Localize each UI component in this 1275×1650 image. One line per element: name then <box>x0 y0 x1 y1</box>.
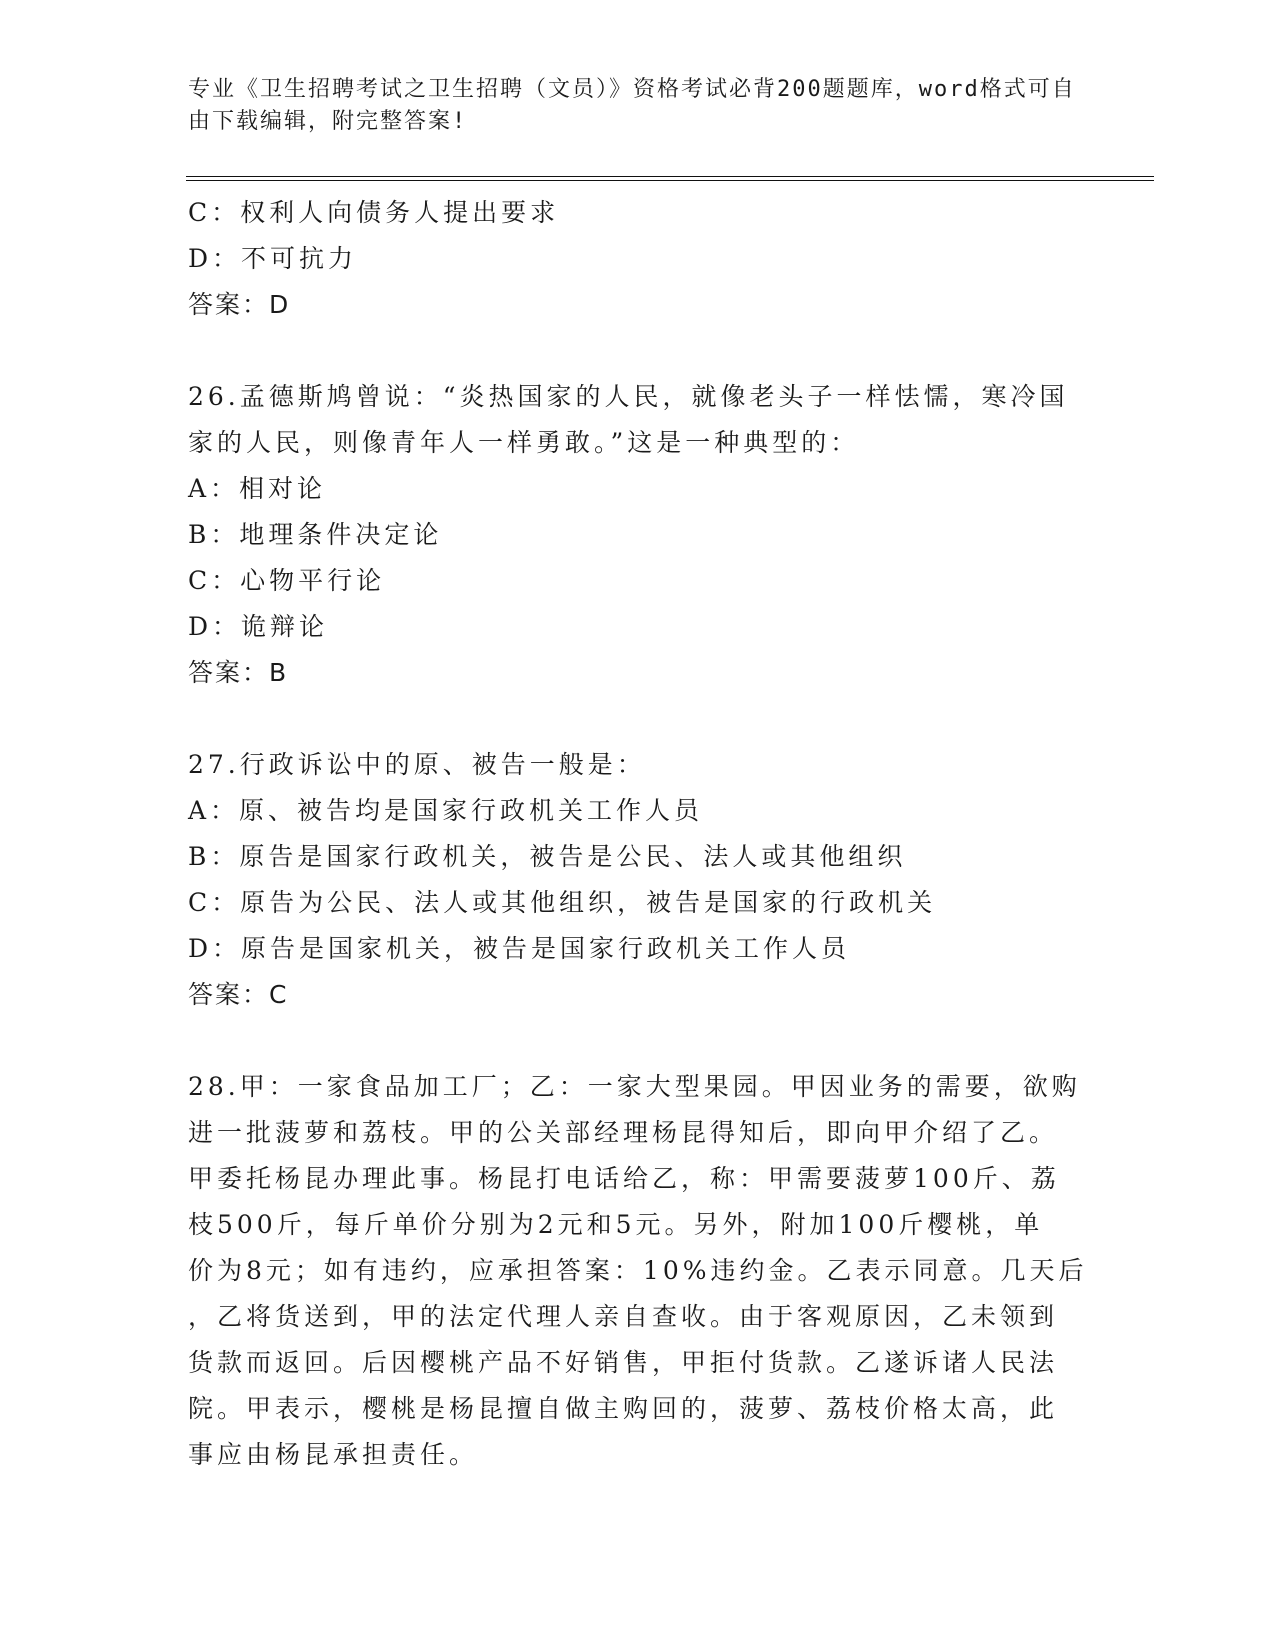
header-divider <box>186 176 1154 181</box>
spacer <box>188 328 1088 374</box>
q25-option-d: D：不可抗力 <box>188 244 358 273</box>
q27-option-c: C：原告为公民、法人或其他组织，被告是国家的行政机关 <box>188 888 937 917</box>
q28-line: 甲委托杨昆办理此事。杨昆打电话给乙，称：甲需要菠萝100斤、荔 <box>188 1164 1060 1193</box>
q28-line: 事应由杨昆承担责任。 <box>188 1440 479 1469</box>
q27-option-a: A：原、被告均是国家行政机关工作人员 <box>188 796 704 825</box>
document-body <box>188 190 1088 1478</box>
q28-line: 进一批菠萝和荔枝。甲的公关部经理杨昆得知后，即向甲介绍了乙。 <box>188 1118 1059 1147</box>
q27-answer: 答案：C <box>188 980 289 1009</box>
q26-answer: 答案：B <box>188 658 289 687</box>
q28-line: 枝500斤，每斤单价分别为2元和5元。另外，附加100斤樱桃，单 <box>188 1210 1044 1239</box>
q25-option-c: C：权利人向债务人提出要求 <box>188 198 560 227</box>
q28-line: 价为8元；如有违约，应承担答案：10%违约金。乙表示同意。几天后 <box>188 1256 1088 1285</box>
q27-stem: 27.行政诉讼中的原、被告一般是： <box>188 750 646 779</box>
q28-line: ，乙将货送到，甲的法定代理人亲自查收。由于客观原因，乙未领到 <box>188 1302 1059 1331</box>
q26-stem-line-2: 家的人民，则像青年人一样勇敢。”这是一种典型的： <box>188 428 860 457</box>
document-header: 专业《卫生招聘考试之卫生招聘（文员）》资格考试必背200题题库，word格式可自由下载编辑，附完整答案! <box>188 77 1076 134</box>
q26-option-a: A：相对论 <box>188 474 327 503</box>
q27-option-b: B：原告是国家行政机关，被告是公民、法人或其他组织 <box>188 842 907 871</box>
spacer <box>188 696 1088 742</box>
q28-line: 28.甲：一家食品加工厂；乙：一家大型果园。甲因业务的需要，欲购 <box>188 1072 1081 1101</box>
q28-line: 院。甲表示，樱桃是杨昆擅自做主购回的，菠萝、荔枝价格太高，此 <box>188 1394 1059 1423</box>
q25-answer: 答案：D <box>188 290 291 319</box>
q26-option-b: B：地理条件决定论 <box>188 520 443 549</box>
q26-option-d: D：诡辩论 <box>188 612 329 641</box>
q26-stem-line-1: 26.孟德斯鸠曾说：“炎热国家的人民，就像老头子一样怯懦，寒冷国 <box>188 382 1069 411</box>
q26-option-c: C：心物平行论 <box>188 566 386 595</box>
spacer <box>188 1018 1088 1064</box>
q27-option-d: D：原告是国家机关，被告是国家行政机关工作人员 <box>188 934 851 963</box>
q28-line: 货款而返回。后因樱桃产品不好销售，甲拒付货款。乙遂诉诸人民法 <box>188 1348 1059 1377</box>
